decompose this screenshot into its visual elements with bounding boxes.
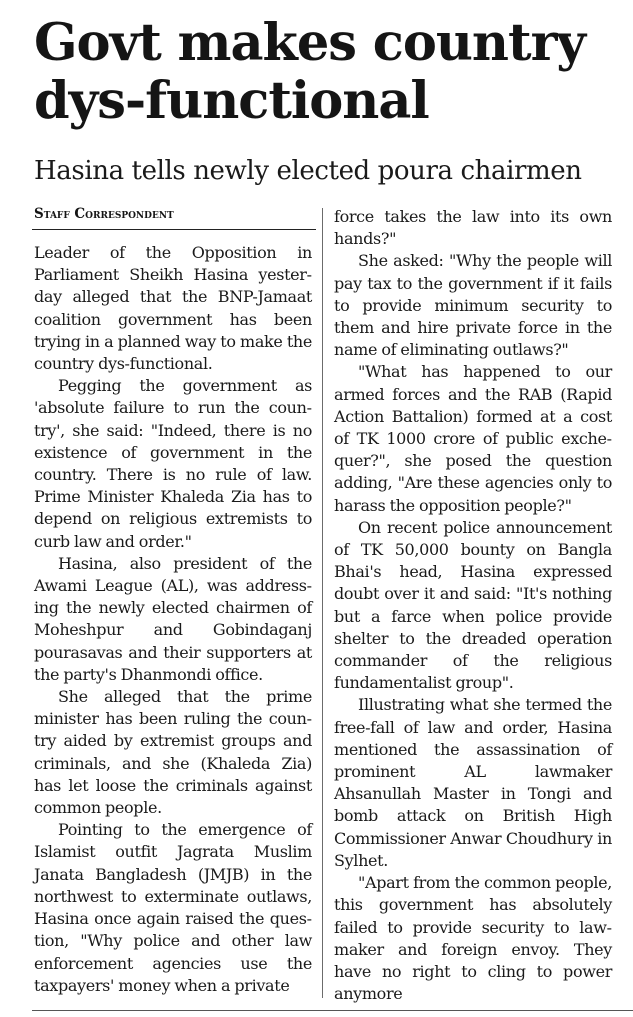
headline-line-2: dys-functional — [34, 71, 429, 131]
paragraph: On recent police announcement of TK 50,000 bounty on Bangla Bhai's head, Hasina expressed doubt over it and said: "It's nothing but a farce when police provide shelter to the dreaded operation commander of the religious fundamentalist group". — [334, 517, 612, 693]
headline — [34, 14, 633, 130]
paragraph: Hasina, also president of the Awami League (AL), was addressing the newly elected chairmen of Moheshpur and Gobindaganj pourasavas and their supporters at the party's Dhanmondi office. — [34, 553, 312, 684]
article-column-2 — [334, 206, 612, 1005]
paragraph: Pegging the government as 'absolute failure to run the country', she said: "Indeed, there is no existence of government in the country. There is no rule of law. Prime Minister Khaleda Zia has to depend on religious extremists to curb law and order." — [34, 376, 312, 551]
paragraph: Leader of the Opposition in Parliament Sheikh Hasina yesterday alleged that the BNP-Jamaat coalition government has been trying in a planned way to make the country dys-functional. — [34, 243, 312, 374]
headline-line-1: Govt makes country — [34, 13, 586, 73]
paragraph: "What has happened to our armed forces and the RAB (Rapid Action Battalion) formed at a cost of TK 1000 crore of public exchequer?", she posed the question adding, "Are these agencies only to harass the opposition people?" — [334, 362, 612, 515]
article-column-1 — [34, 242, 312, 997]
paragraph: She asked: "Why the people will pay tax to the government if it fails to provide minimum security to them and hire private force in the name of eliminating outlaws?" — [334, 251, 612, 360]
byline-underline — [32, 229, 316, 230]
paragraph: Illustrating what she termed the free-fall of law and order, Hasina mentioned the assassination of prominent AL lawmaker Ahsanullah Master in Tongi and bomb attack on British High Commissioner Anwar Choudhury in Sylhet. — [334, 695, 612, 870]
byline: Staff Correspondent — [34, 206, 174, 222]
paragraph: Pointing to the emergence of Islamist outfit Jagrata Muslim Janata Bangladesh (JMJB) in the northwest to exterminate outlaws, Hasina once again raised the question, "Why police and other law enforcement agencies use the taxpayers' money when a private — [34, 820, 312, 995]
subheadline: Hasina tells newly elected poura chairmen — [34, 156, 582, 186]
paragraph: force takes the law into its own hands?" — [334, 207, 612, 249]
paragraph: She alleged that the prime minister has been ruling the country aided by extremist groups and criminals, and she (Khaleda Zia) has let loose the criminals against common people. — [34, 687, 312, 818]
column-divider — [322, 208, 323, 998]
paragraph: "Apart from the common people, this government has absolutely failed to provide security to lawmaker and foreign envoy. They have no right to cling to power anymore — [334, 873, 612, 1004]
bottom-rule — [32, 1010, 633, 1011]
